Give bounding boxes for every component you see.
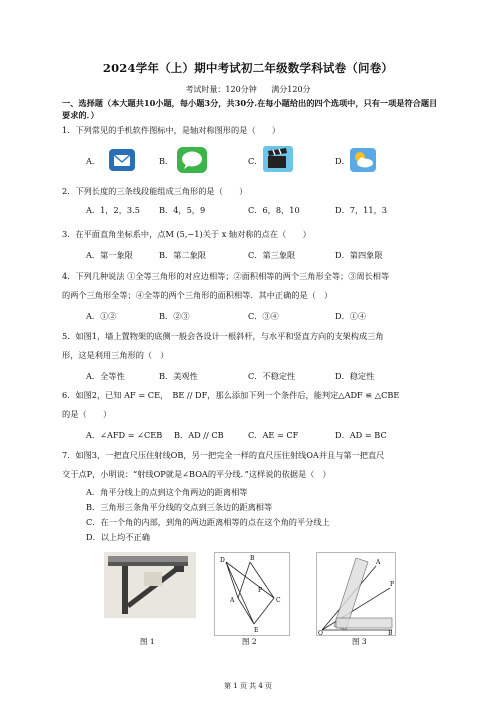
- q5-stem-line1: 5．如图1，墙上置物架的底侧一般会各设计一根斜杆，与水平和竖直方向的支架构成三角: [62, 331, 384, 341]
- q6-option-b: B．AD // CB: [174, 430, 224, 440]
- q4-option-a: A．①②: [86, 311, 117, 321]
- exam-meta: [0, 84, 496, 95]
- q7-stem-line2: 交于点P，小明说：“射线OP就是∠BOA的平分线．”这样说的依据是（ ）: [62, 469, 331, 479]
- q1-option-c: C．: [248, 156, 263, 166]
- q2-option-a: A．1，2，3.5: [86, 205, 140, 215]
- chat-bubble-icon: [177, 147, 207, 173]
- fig3-label-b: B: [388, 630, 393, 636]
- exam-time: 考试时量：120分钟: [185, 85, 257, 94]
- q2-stem: 2．下列长度的三条线段能组成三角形的是（ ）: [62, 186, 248, 196]
- q2-option-d: D．7，11，3: [335, 205, 387, 215]
- q6-option-d: D．AD = BC: [335, 430, 387, 440]
- fig2-label-c: A: [230, 597, 235, 604]
- fig3-label-a: A: [376, 559, 381, 566]
- section-heading: 一、选择题（本大题共10小题，每小题3分，共30分.在每小题给出的四个选项中，只有一项是符合题目要求的．）: [62, 98, 438, 120]
- q6-stem-line2: 的是（ ）: [62, 409, 112, 419]
- q3-option-b: B．第二象限: [159, 250, 206, 260]
- fig3-label-o: O: [318, 630, 323, 636]
- fig3-label-p: P: [390, 581, 395, 588]
- fig2-label-b: B: [250, 555, 255, 562]
- q2-option-c: C．6，8，10: [248, 205, 300, 215]
- q2-option-b: B．4，5，9: [159, 205, 206, 215]
- q4-option-d: D．①④: [335, 311, 367, 321]
- exam-score: 满分120分: [271, 85, 311, 94]
- q5-stem-line2: 形，这是利用三角形的（ ）: [62, 350, 169, 360]
- clapperboard-icon: [263, 146, 293, 172]
- q7-option-d: D．以上均不正确: [86, 532, 150, 542]
- q7-option-a: A．角平分线上的点到这个角两边的距离相等: [86, 487, 248, 497]
- q5-option-d: D．稳定性: [335, 371, 375, 381]
- q1-option-d: D．: [335, 156, 350, 166]
- q5-option-b: B．美观性: [159, 371, 198, 381]
- fig2-label-d: C: [276, 597, 281, 604]
- q3-option-d: D．第四象限: [335, 250, 383, 260]
- weather-icon: [350, 148, 376, 172]
- q4-stem-line2: 的两个三角形全等；④全等的两个三角形的面积相等．其中正确的是（ ）: [62, 290, 333, 300]
- q3-option-a: A．第一象限: [86, 250, 133, 260]
- q6-option-c: C．AE = CF: [248, 430, 299, 440]
- page-footer: 第 1 页 共 4 页: [223, 682, 273, 690]
- q4-option-b: B．②③: [159, 311, 190, 321]
- q1-option-a: A．: [86, 156, 101, 166]
- figure-2-geometry: [214, 552, 290, 636]
- q6-stem-line1: 6．如图2，已知 AF = CE， BE // DF，那么添加下列一个条件后，能判定△ADF ≌ △CBE: [62, 390, 400, 400]
- q4-option-c: C．③④: [248, 311, 279, 321]
- q1-option-b: B．: [159, 156, 174, 166]
- q6-option-a: A．∠AFD = ∠CEB: [86, 430, 163, 440]
- q4-stem-line1: 4．下列几种说法 ①全等三角形的对应边相等；②面积相等的两个三角形全等；③周长相等: [62, 271, 390, 281]
- q7-stem-line1: 7．如图3，一把直尺压住射线OB，另一把完全一样的直尺压住射线OA并且与第一把直尺: [62, 450, 385, 460]
- q5-option-a: A．全等性: [86, 371, 125, 381]
- figure-1-caption: 图 1: [140, 637, 155, 646]
- fig2-label-a: D: [220, 557, 225, 564]
- q1-stem: 1．下列常见的手机软件图标中，是轴对称图形的是（ ）: [62, 125, 281, 135]
- fig2-label-f: E: [254, 627, 259, 634]
- q7-option-b: B．三角形三条角平分线的交点到三条边的距离相等: [86, 502, 273, 512]
- q3-option-c: C．第三象限: [248, 250, 296, 260]
- q3-stem: 3．在平面直角坐标系中，点M (5,−1)关于 x 轴对称的点在（ ）: [62, 229, 311, 239]
- q5-option-c: C．不稳定性: [248, 371, 296, 381]
- fig2-label-e: F: [258, 587, 263, 594]
- page-title: 2024学年（上）期中考试初二年级数学科试卷（问卷）: [102, 61, 394, 75]
- figure-3-rulers: [316, 552, 396, 636]
- mail-icon: [109, 149, 135, 171]
- q7-option-c: C．在一个角的内部，到角的两边距离相等的点在这个角的平分线上: [86, 517, 330, 527]
- figure-2-caption: 图 2: [242, 637, 257, 646]
- figure-1-shelf: [104, 552, 196, 618]
- figure-3-caption: 图 3: [352, 637, 367, 646]
